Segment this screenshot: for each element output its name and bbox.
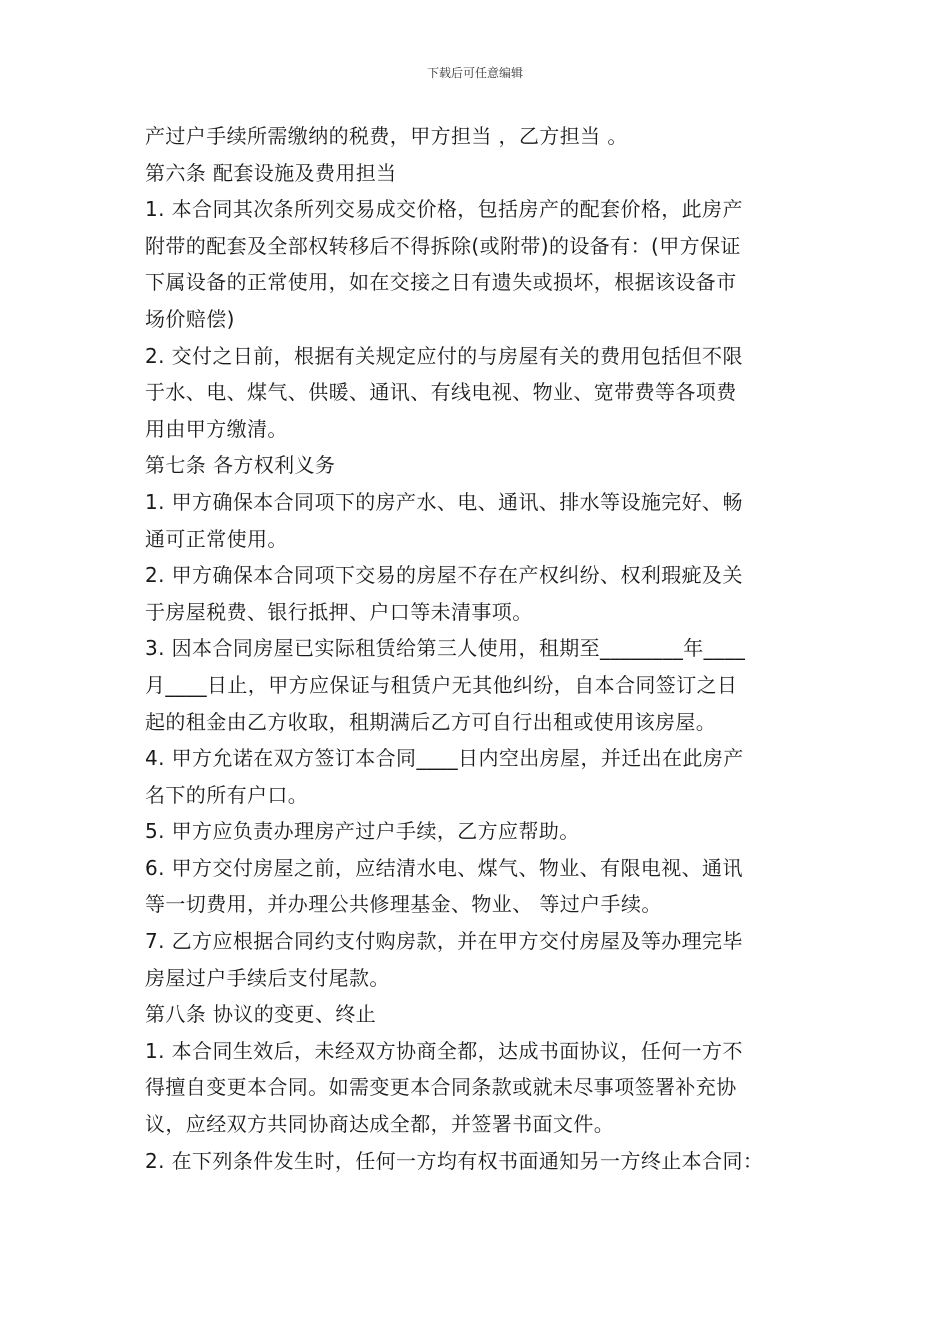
text-line: 7. 乙方应根据合同约支付购房款，并在甲方交付房屋及等办理完毕 [145, 929, 743, 954]
text-line: 名下的所有户口。 [145, 782, 309, 807]
text-line: 议，应经双方共同协商达成全都，并签署书面文件。 [145, 1112, 615, 1137]
text-line: 1. 甲方确保本合同项下的房产水、电、通讯、排水等设施完好、畅 [145, 489, 743, 514]
text-line: 6. 甲方交付房屋之前，应结清水电、煤气、物业、有限电视、通讯 [145, 855, 743, 880]
section-heading-7: 第七条 各方权利义务 [145, 453, 336, 478]
text-line: 产过户手续所需缴纳的税费，甲方担当 ，乙方担当 。 [145, 124, 628, 148]
text-line: 起的租金由乙方收取，租期满后乙方可自行出租或使用该房屋。 [145, 709, 717, 734]
text-line: 等一切费用，并办理公共修理基金、物业、 等过户手续。 [145, 892, 662, 917]
text-line: 场价赔偿) [145, 306, 235, 331]
text-line: 4. 甲方允诺在双方签订本合同____日内空出房屋，并迁出在此房产 [145, 746, 744, 771]
text-line: 房屋过户手续后支付尾款。 [145, 965, 390, 990]
page-header-note: 下载后可任意编辑 [426, 66, 523, 80]
text-line: 5. 甲方应负责办理房产过户手续，乙方应帮助。 [145, 819, 580, 844]
text-line: 附带的配套及全部权转移后不得拆除(或附带)的设备有：(甲方保证 [145, 233, 741, 258]
text-line: 通可正常使用。 [145, 526, 288, 551]
section-heading-6: 第六条 配套设施及费用担当 [145, 160, 397, 185]
text-line: 下属设备的正常使用，如在交接之日有遗失或损坏，根据该设备市 [145, 270, 737, 295]
text-line: 2. 甲方确保本合同项下交易的房屋不存在产权纠纷、权利瑕疵及关 [145, 563, 743, 588]
text-line: 3. 因本合同房屋已实际租赁给第三人使用，租期至________年____ [145, 636, 746, 661]
text-line: 1. 本合同其次条所列交易成交价格，包括房产的配套价格，此房产 [145, 197, 743, 222]
text-line: 于水、电、煤气、供暖、通讯、有线电视、物业、宽带费等各项费 [145, 380, 737, 405]
text-line: 2. 交付之日前，根据有关规定应付的与房屋有关的费用包括但不限 [145, 343, 743, 368]
text-line: 2. 在下列条件发生时，任何一方均有权书面通知另一方终止本合同： [145, 1148, 764, 1173]
text-line: 用由甲方缴清。 [145, 416, 288, 441]
contract-body [145, 118, 810, 1179]
text-line: 得擅自变更本合同。如需变更本合同条款或就未尽事项签署补充协 [145, 1075, 737, 1100]
text-line: 1. 本合同生效后，未经双方协商全都，达成书面协议，任何一方不 [145, 1038, 743, 1063]
text-line: 月____日止，甲方应保证与租赁户无其他纠纷，自本合同签订之日 [145, 672, 738, 697]
text-line: 于房屋税费、银行抵押、户口等未清事项。 [145, 599, 533, 624]
section-heading-8: 第八条 协议的变更、终止 [145, 1002, 377, 1027]
